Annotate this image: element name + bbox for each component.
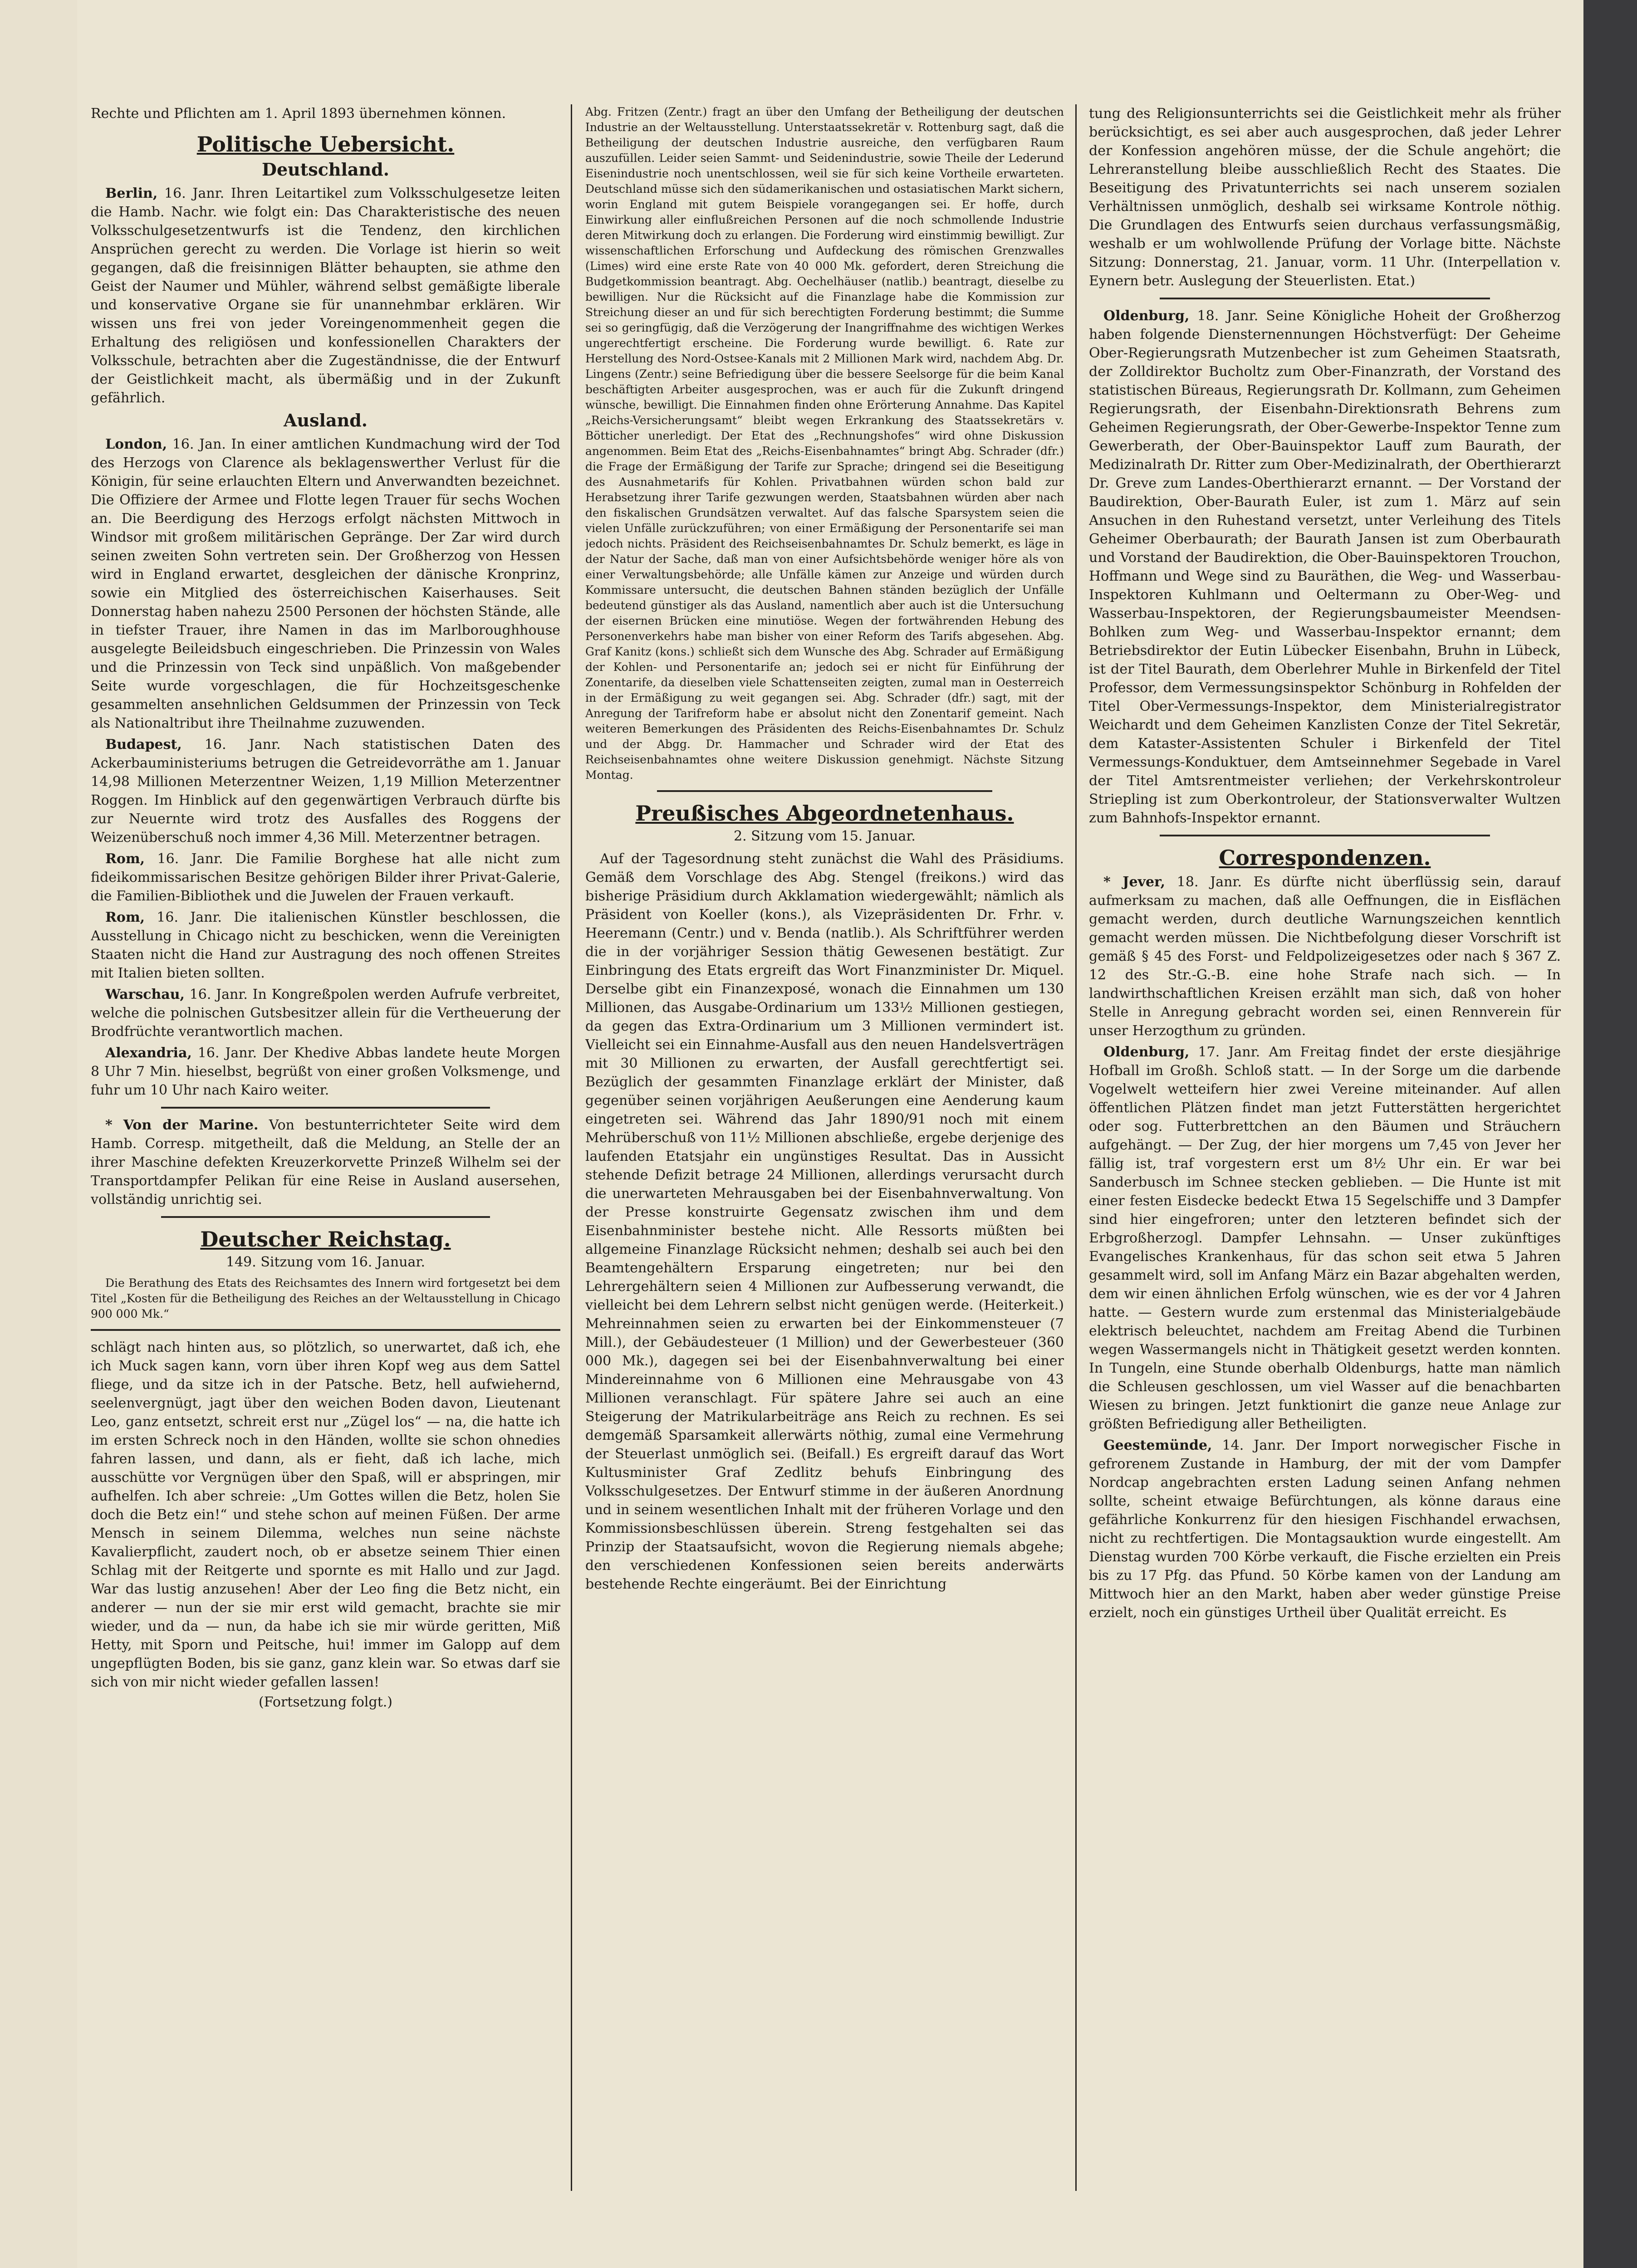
divider xyxy=(161,1107,490,1109)
subheading-deutschland: Deutschland. xyxy=(262,159,389,180)
landtag-report: Auf der Tagesordnung steht zunächst die Wahl des Präsidiums. Gemäß dem Vorschlage des Abg. Stengel (freikons.) wird das bisherige Präsidium durch Akklamation wiedergewählt; nämlich als Präsident von Koeller (kons.), als Vizepräsidenten Dr. Frhr. v. Heeremann (Centr.) und v. Benda (natlib.). Als Schriftführer werden die in der vorjähriger Session thätig Gewesenen bestätigt. Zur Einbringung des Etats ergreift das Wort Finanzminister Dr. Miquel. Derselbe gibt ein Finanzexposé, wonach die Einnahmen um 130 Millionen, das Ausgabe-Ordinarium um 133½ Millionen gestiegen, da gegen das Extra-Ordinarium um 3 Millionen vermindert ist. Vielleicht sei ein Einnahme-Ausfall aus den neuen Handelsverträgen mit 30 Millionen zu erwarten, der Ausfall gerechtfertigt sei. Bezüglich der gesammten Finanzlage erklärt der Minister, daß gegenüber seinen vorjährigen Aeußerungen eine Aenderung kaum eingetreten sei. Während das Jahr 1890/91 noch mit einem Mehrüberschuß von 11½ Millionen abschließe, ergebe derjenige des laufenden Etatsjahr ein ungünstiges Resultat. Das in Aussicht stehende Defizit betrage 24 Millionen, allerdings verursacht durch die unerwarteten Mehrausgaben bei der Eisenbahnverwaltung. Von der Presse konstruirte Gegensatz zwischen ihm und dem Eisenbahnminister bestehe nicht. Alle Ressorts müßten bei allgemeine Finanzlage Rücksicht nehmen; deshalb sei auch bei den Beamtengehältern Ersparung eingetreten; nur bei den Lehrergehältern seien 4 Millionen zur Aufbesserung verwandt, die vielleicht bei dem Lehrern selbst nicht genügen werde. (Heiterkeit.) Mehreinnahmen seien zu erwarten bei der Einkommensteuer (7 Mill.), der Gebäudesteuer (1 Million) und der Gewerbesteuer (360 000 Mk.), dagegen sei bei der Eisenbahnverwaltung bei einer Mindereinnahme von 6 Millionen eine Mehrausgabe von 43 Millionen veranschlagt. Für spätere Jahre sei auch an eine Steigerung der Matrikularbeiträge ans Reich zu rechnen. Es sei demgemäß Sparsamkeit allerwärts nöthig, zumal eine Vermehrung der Steuerlast unmöglich sei. (Beifall.) Es ergreift darauf das Wort Kultusminister Graf Zedlitz behufs Einbringung des Volksschulgesetzes. Der Entwurf stimme in der äußeren Anordnung und in seinem wesentlichen Inhalt mit der früheren Vorlage und den Kommissionsbeschlüssen überein. Streng festgehalten sei das Prinzip der Staatsaufsicht, wovon die Regierung niemals abgehe; den verschiedenen Konfessionen seien bereits anderwärts bestehende Rechte eingeräumt. Bei der Einrichtung xyxy=(585,851,1064,1592)
news-rom-1 xyxy=(91,850,560,905)
column-rule-2 xyxy=(1075,104,1077,2191)
landtag-session: 2. Sitzung vom 15. Januar. xyxy=(734,828,916,844)
news-london xyxy=(91,435,560,733)
news-oldenburg-2 xyxy=(1089,1043,1561,1433)
news-geestemuende xyxy=(1089,1436,1561,1622)
subheading-ausland: Ausland. xyxy=(284,410,368,430)
news-oldenburg xyxy=(1089,307,1561,827)
section-heading-reichstag: Deutscher Reichstag. xyxy=(200,1227,451,1251)
text-rom-2: 16. Janr. Die italienischen Künstler beschlossen, die Ausstellung in Chicago nicht zu beschicken, wenn die Vereinigten Staaten nicht die Hand zur Austragung des noch offenen Streites mit Italien bieten sollten. xyxy=(91,909,560,981)
page-left-margin xyxy=(0,0,77,2268)
divider xyxy=(1160,298,1490,299)
news-warschau xyxy=(91,985,560,1041)
place-oldenburg: Oldenburg, xyxy=(1103,308,1190,324)
news-rom-2 xyxy=(91,908,560,982)
top-text: Rechte und Pflichten am 1. April 1893 übernehmen können. xyxy=(91,106,506,122)
column-rule-1 xyxy=(571,104,572,2191)
column-2 xyxy=(585,104,1064,2218)
section-heading-correspondence: Correspondenzen. xyxy=(1219,846,1431,870)
section-heading-politics: Politische Uebersicht. xyxy=(196,132,455,156)
place-rom-1: Rom, xyxy=(105,851,145,867)
place-rom-2: Rom, xyxy=(105,909,145,925)
news-alexandria xyxy=(91,1044,560,1100)
news-marine xyxy=(91,1116,560,1209)
text-oldenburg: 18. Janr. Seine Königliche Hoheit der Großherzog haben folgende Diensternennungen Höchstverfügt: Der Geheime Ober-Regierungsrath Mutzenbecher ist zum Geheimen Staatsrath, der Zolldirektor Bucholtz zum Ober-Finanzrath, der Vorstand des statistischen Büreaus, Regierungsrath Dr. Kollmann, zum Geheimen Regierungsrath, der Eisenbahn-Direktionsrath Behrens zum Geheimen Regierungsrath, der Ober-Gewerbe-Inspektor Tenne zum Gewerberath, der Ober-Bauinspektor Lauff zum Baurath, der Medizinalrath Dr. Ritter zum Ober-Medizinalrath, der Oberthierarzt Dr. Greve zum Landes-Oberthierarzt ernannt. — Der Vorstand der Baudirektion, Ober-Baurath Euler, ist zum 1. März auf sein Ansuchen in den Ruhestand versetzt, unter Verleihung des Titels Geheimer Oberbaurath; der Baurath Jansen ist zum Oberbaurath und Vorstand der Baudirektion, die Ober-Bauinspektoren Trouchon, Hoffmann und Wege sind zu Bauräthen, die Weg- und Wasserbau-Inspektoren Kuhlmann und Oeltermann zu Ober-Weg- und Wasserbau-Inspektoren, der Regierungsbaumeister Meendsen-Bohlken zum Weg- und Wasserbau-Inspektor ernannt; dem Betriebsdirektor der Eutin Lübecker Eisenbahn, Bruhn in Lübeck, ist der Titel Baurath, dem Oberlehrer Muhle in Birkenfeld der Titel Professor, dem Vermessungsinspektor Schönburg in Rohfelden der Titel Ober-Vermessungs-Inspektor, dem Ministerialregistrator Weichardt und dem Geheimen Kanzlisten Conze der Titel Sekretär, dem Kataster-Assistenten Schuler i Birkenfeld der Titel Vermessungs-Konduktuer, dem Amtseinnehmer Segebade in Varel der Titel Amtsrentmeister verliehen; der Verkehrskontroleur Striepling ist zum Oberkontroleur, der Stationsverwalter Wultzen zum Bahnhofs-Inspektor ernannt. xyxy=(1089,308,1561,826)
text-geestemuende: 14. Janr. Der Import norwegischer Fische in gefrorenem Zustande in Hamburg, der mit der vom Dampfer Nordcap angebrachten ersten Ladung seinen Anfang nehmen sollte, scheint etwaige Befürchtungen, als könne daraus eine gefährliche Konkurrenz für den hiesigen Fischhandel erwachsen, nicht zu rechtfertigen. Die Montagsauktion wurde eingestellt. Am Dienstag wurden 700 Körbe verkauft, die Fische erzielten ein Preis bis zu 17 Pfg. das Pfund. 50 Körbe kamen von der Landung am Mittwoch hier an den Markt, haben aber weder günstige Preise erzielt, noch ein günstiges Urtheil über Qualität erreicht. Es xyxy=(1089,1437,1561,1621)
place-marine: * Von der Marine. xyxy=(105,1117,259,1133)
divider xyxy=(161,1216,490,1218)
place-budapest: Budapest, xyxy=(105,737,182,753)
place-oldenburg-2: Oldenburg, xyxy=(1103,1044,1190,1060)
place-jever: * Jever, xyxy=(1103,874,1166,890)
landtag-report-cont: tung des Religionsunterrichts sei die Geistlichkeit mehr als früher berücksichtigt, es sei aber auch ausgesprochen, daß jeder Lehrer der Konfession angehören müsse, der die Schule angehört; die Lehreranstellung bleibe ausschließlich Recht des Staates. Die Beseitigung des Privatunterrichts sei nach unserem sozialen Verhältnissen unmöglich, deshalb sei wirksame Kontrole nöthig. Die Grundlagen des Entwurfs seien durchaus verfassungsmäßig, weshalb er um wohlwollende Prüfung der Vorlage bitte. Nächste Sitzung: Donnerstag, 21. Januar, vorm. 11 Uhr. (Interpellation v. Eynern betr. Auslegung der Steuerlisten. Etat.) xyxy=(1089,106,1561,289)
text-london: 16. Jan. In einer amtlichen Kundmachung wird der Tod des Herzogs von Clarence als beklagenswerther Verlust für die Königin, für seine erlauchten Eltern und Anverwandten bezeichnet. Die Offiziere der Armee und Flotte legen Trauer für sechs Wochen an. Die Beerdigung des Herzogs erfolgt nächsten Mittwoch in Windsor mit großem militärischen Gepränge. Der Zar wird durch seinen zweiten Sohn vertreten sein. Der Großherzog von Hessen wird in England erwartet, desgleichen der dänische Kronprinz, sowie ein Mitglied des österreichischen Kaiserhauses. Seit Donnerstag haben nahezu 2500 Personen der höchsten Stände, alle in tiefster Trauer, ihre Namen in das im Marlboroughhouse ausgelegte Beileidsbuch eingeschrieben. Die Prinzessin von Wales und die Prinzessin von Teck sind unpäßlich. Von maßgebender Seite wurde vorgeschlagen, die für Hochzeitsgeschenke gesammelten ansehnlichen Geldsummen der Prinzessin von Teck als Nationaltribut ihre Theilnahme zuzuwenden. xyxy=(91,436,560,731)
text-warschau: 16. Janr. In Kongreßpolen werden Aufrufe verbreitet, welche die polnischen Gutsbesitzer allein für die Vertheuerung der Brodfrüchte verantwortlich machen. xyxy=(91,987,560,1040)
reichstag-session: 149. Sitzung vom 16. Januar. xyxy=(226,1254,425,1270)
divider xyxy=(1160,835,1490,836)
reichstag-intro: Die Berathung des Etats des Reichsamtes des Innern wird fortgesetzt bei dem Titel „Kosten für die Betheiligung des Reiches an der Weltausstellung in Chicago 900 000 Mk.“ xyxy=(91,1276,560,1320)
section-heading-landtag: Preußisches Abgeordnetenhaus. xyxy=(635,801,1014,826)
place-london: London, xyxy=(105,436,167,452)
page-right-margin xyxy=(1583,0,1637,2268)
column-1 xyxy=(91,104,560,2218)
place-geestemuende: Geestemünde, xyxy=(1103,1437,1212,1453)
feuilleton-text: schlägt nach hinten aus, so plötzlich, so unerwartet, daß ich, ehe ich Muck sagen kann, vorn über ihren Kopf weg aus dem Sattel fliege, und da sitze ich in der Patsche. Betz, hell aufwiehernd, seelenvergnügt, jagt über den weichen Boden davon, Lieutenant Leo, ganz entsetzt, schreit erst nur „Zügel los“ — na, die hatte ich im ersten Schreck noch in den Händen, wollte sie schon ohnedies fahren lassen, und dann, als er fieht, daß ich lache, mich ausschütte vor Vergnügen über den Spaß, will er abspringen, mir aufhelfen. Ich aber schreie: „Um Gottes willen die Betz, holen Sie doch die Betz ein!“ und stehe schon auf meinen Füßen. Der arme Mensch in seinem Dilemma, welches nun seine nächste Kavalierpflicht, zaudert noch, ob er absetze seinem Thier einen Schlag mit der Reitgerte und spornte es mit Hallo und zur Jagd. War das lustig anzusehen! Aber der Leo fing die Betz nicht, ein anderer — nun der sie mir erst wild gemacht, brachte sie mir wieder, und da — nun, da habe ich sie mir würde geritten, Miß Hetty, mit Sporn und Peitsche, hui! immer im Galopp auf dem ungepflügten Boden, bis sie ganz, ganz klein war. So etwas darf sie sich von mir nicht wieder gefallen lassen! xyxy=(91,1339,560,1690)
text-marine: Von bestunterrichteter Seite wird dem Hamb. Corresp. mitgetheilt, daß die Meldung, an Stelle der an ihrer Maschine defekten Kreuzerkorvette Prinzeß Wilhelm sei der Transportdampfer Pelikan für eine Reise in Ausland ausersehen, vollständig unrichtig sei. xyxy=(91,1117,560,1207)
text-berlin: 16. Janr. Ihren Leitartikel zum Volksschulgesetze leiten die Hamb. Nachr. wie folgt ein: Das Charakteristische des neuen Volksschulgesetzentwurfs ist die Tendenz, den kirchlichen Ansprüchen gerecht zu werden. Die Vorlage ist hierin so weit gegangen, daß die freisinnigen Blätter behaupten, sie athme den Geist der Naumer und Mühler, während selbst gemäßigte liberale und konservative Organe sie für unannehmbar erklären. Wir wissen uns frei von jeder Voreingenommenheit gegen die Erhaltung des religiösen und konfessionellen Charakters der Volksschule, betrachten aber die Zugeständnisse, die der Entwurf der Geistlichkeit macht, als übermäßig und in der Zukunft gefährlich. xyxy=(91,186,560,406)
text-oldenburg-2: 17. Janr. Am Freitag findet der erste diesjährige Hofball im Großh. Schloß statt. — In der Sorge um die darbende Vogelwelt wetteifern hier zwei Vereine miteinander. Auf allen öffentlichen Plätzen findet man jetzt Futterstätten hergerichtet oder sog. Futterbrettchen an den Bäumen und Sträuchern aufgehängt. — Der Zug, der hier morgens um 7,45 von Jever her fällig ist, traf vorgestern erst um 8½ Uhr ein. Er war bei Sanderbusch im Schnee stecken geblieben. — Die Hunte ist mit einer festen Eisdecke bedeckt Etwa 15 Segelschiffe und 3 Dampfer sind hier eingefroren; unter den letzteren befindet sich der Erbgroßherzogl. Dampfer Lehnsahn. — Unser zukünftiges Evangelisches Krankenhaus, für das schon seit etwa 5 Jahren gesammelt wird, soll im Anfang März ein Bazar abgehalten werden, dem wir einen ähnlichen Erfolg wünschen, wie es der vor 4 Jahren hatte. — Gestern wurde zum erstenmal das Ministerialgebäude elektrisch beleuchtet, nachdem am Freitag Abend die Turbinen wegen Wassermangels nicht in Thätigkeit gesetzt werden konnten. In Tungeln, eine Stunde oberhalb Oldenburgs, hatte man nämlich die Schleusen geschlossen, um viel Wasser auf die benachbarten Wiesen zu bringen. Jetzt funktionirt die ganze neue Anlage zur größten Befriedigung aller Betheiligten. xyxy=(1089,1044,1561,1432)
place-alexandria: Alexandria, xyxy=(105,1045,192,1061)
text-jever: 18. Janr. Es dürfte nicht überflüssig sein, darauf aufmerksam zu machen, daß alle Oeffnungen, die in Eisflächen gemacht werden, durch deutliche Warnungszeichen kenntlich gemacht werden müssen. Die Nichtbefolgung dieser Vorschrift ist gemäß § 45 des Forst- und Feldpolizeigesetzes oder nach § 367 Z. 12 des Str.-G.-B. eine hohe Strafe nach sich. — In landwirthschaftlichen Kreisen erzählt man sich, daß von hoher Stelle in Anregung gebracht worden sei, einen Rennverein für unser Herzogthum zu gründen. xyxy=(1089,874,1561,1039)
news-jever xyxy=(1089,873,1561,1040)
continuation-note: (Fortsetzung folgt.) xyxy=(259,1694,392,1710)
divider xyxy=(657,790,992,792)
reichstag-report: Abg. Fritzen (Zentr.) fragt an über den Umfang der Betheiligung der deutschen Industrie an der Weltausstellung. Unterstaatssekretär v. Rottenburg sagt, daß die Betheiligung der deutschen Industrie ausreiche, den verfügbaren Raum auszufüllen. Leider seien Sammt- und Seidenindustrie, sowie Theile der Lederund Eisenindustrie noch unentschlossen, weil sie für sich keine Vortheile erwarteten. Deutschland müsse sich den südamerikanischen und ostasiatischen Markt sichern, worin England mit gutem Beispiele vorangegangen sei. Er hoffe, durch Einwirkung aller einflußreichen Personen auf die noch schmollende Industrie deren Mitwirkung doch zu erlangen. Die Forderung wird einstimmig bewilligt. Zur wissenschaftlichen Erforschung und Aufdeckung des römischen Grenzwalles (Limes) wird eine erste Rate von 40 000 Mk. gefordert, deren Streichung die Budgetkommission beantragt. Abg. Oechelhäuser (natlib.) beantragt, dieselbe zu bewilligen. Nur die Rücksicht auf die Finanzlage habe die Kommission zur Streichung dieser an und für sich berechtigten Forderung bestimmt; die Summe sei so geringfügig, daß die Verzögerung der Inangriffnahme des wichtigen Werkes ungerechtfertigt erscheine. Die Forderung wurde bewilligt. 6. Rate zur Herstellung des Nord-Ostsee-Kanals mit 2 Millionen Mark wird, nachdem Abg. Dr. Lingens (Zentr.) seine Befriedigung über die bessere Seelsorge für die beim Kanal beschäftigten Arbeiter ausgesprochen, was er auch für die Zukunft dringend wünsche, bewilligt. Die Einnahmen finden ohne Erörterung Annahme. Das Kapitel „Reichs-Versicherungsamt“ bleibt wegen Erkrankung des Staatssekretärs v. Bötticher unerledigt. Der Etat des „Rechnungshofes“ wird ohne Diskussion angenommen. Beim Etat des „Reichs-Eisenbahnamtes“ bringt Abg. Schrader (dfr.) die Frage der Ermäßigung der Tarife zur Sprache; dringend sei die Beseitigung des Ausnahmetarifs für Kohlen. Privatbahnen würden schon bald zur Herabsetzung ihrer Tarife gezwungen werden, Staatsbahnen würden aber nach den fiskalischen Grundsätzen verwaltet. Auf das falsche Sparsystem seien die vielen Unfälle zurückzuführen; von einer Ermäßigung der Personentarife sei man jedoch nichts. Präsident des Reichseisenbahnamtes Dr. Schulz bemerkt, es läge in der Natur der Sache, daß man von einer Aufsichtsbehörde weniger höre als von einer Verwaltungsbehörde; alle Unfälle kämen zur Anzeige und würden durch Kommissare untersucht, die deutschen Bahnen ständen bezüglich der Unfälle bedeutend günstiger als das Ausland, namentlich aber auch ist die Untersuchung der eisernen Brücken eine minutiöse. Wegen der fortwährenden Hebung des Personenverkehrs habe man bisher von einer Reform des Tarifs abgesehen. Abg. Graf Kanitz (kons.) schließt sich dem Wunsche des Abg. Schrader auf Ermäßigung der Kohlen- und Personentarife an; jedoch sei er nicht für Einführung der Zonentarife, da dieselben viele Schattenseiten zeigten, zumal man in Oesterreich in der Ermäßigung zu weit gegangen sei. Abg. Schrader (dfr.) sagt, mit der Anregung der Tarifreform habe er absolut nicht den Zonentarif gemeint. Nach weiteren Bemerkungen des Präsidenten des Reichs-Eisenbahnamtes Dr. Schulz und der Abgg. Dr. Hammacher und Schrader wird der Etat des Reichseisenbahnamtes ohne weitere Diskussion genehmigt. Nächste Sitzung Montag. xyxy=(585,105,1064,782)
news-budapest xyxy=(91,735,560,847)
news-berlin xyxy=(91,184,560,407)
newspaper-page xyxy=(77,0,1583,2268)
text-rom-1: 16. Janr. Die Familie Borghese hat alle nicht zum fideikommissarischen Besitze gehörigen Bilder ihrer Privat-Galerie, die Familien-Bibliothek und die Juwelen der Frauen verkauft. xyxy=(91,851,560,904)
feuilleton-divider xyxy=(91,1329,560,1331)
place-berlin: Berlin, xyxy=(105,186,158,201)
text-budapest: 16. Janr. Nach statistischen Daten des Ackerbauministeriums betrugen die Getreidevorräthe am 1. Januar 14,98 Millionen Meterzentner Weizen, 1,19 Million Meterzentner Roggen. Im Hinblick auf den gegenwärtigen Verbrauch dürfte bis zur Neuernte wird trotz des Ausfalles des Roggens der Weizenüberschuß noch immer 4,36 Mill. Meterzentner betragen. xyxy=(91,737,560,846)
text-alexandria: 16. Janr. Der Khedive Abbas landete heute Morgen 8 Uhr 7 Min. hieselbst, begrüßt von einer großen Volksmenge, und fuhr um 10 Uhr nach Kairo weiter. xyxy=(91,1045,560,1098)
place-warschau: Warschau, xyxy=(105,987,185,1002)
column-3 xyxy=(1089,104,1561,2218)
